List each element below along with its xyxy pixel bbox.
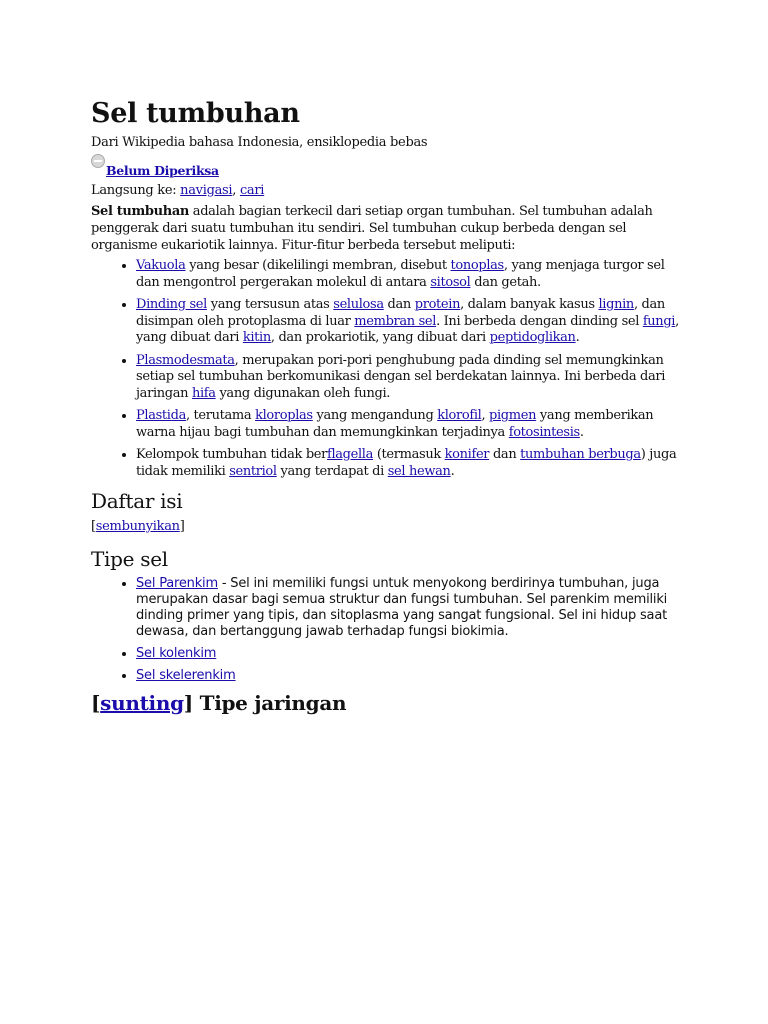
cell-type-item <box>136 576 691 640</box>
wiki-link[interactable]: Sel kolenkim <box>136 646 217 661</box>
cell-type-item <box>136 668 691 684</box>
edit-bracket-open: [ <box>91 691 101 715</box>
wiki-link[interactable]: sitosol <box>430 274 471 290</box>
text: Kelompok tumbuhan tidak ber <box>136 447 328 462</box>
jump-search-link[interactable]: cari <box>239 183 265 198</box>
text: . <box>450 463 455 479</box>
text: yang digunakan oleh fungi. <box>215 385 391 401</box>
wiki-link[interactable]: Sel skelerenkim <box>136 668 236 683</box>
text: ) juga tidak memiliki <box>136 447 677 479</box>
text: . <box>579 424 584 440</box>
wiki-link[interactable]: kitin <box>242 330 271 345</box>
text: , yang menjaga turgor sel dan mengontrol pergerakan molekul di antara <box>136 258 665 290</box>
feature-item <box>136 297 691 347</box>
wiki-link[interactable]: klorofil <box>437 408 482 423</box>
wiki-link[interactable]: fotosintesis <box>508 424 580 440</box>
text: yang tersusun atas <box>206 297 334 312</box>
wiki-link[interactable]: Vakuola <box>136 258 186 273</box>
jump-separator: , <box>232 183 240 198</box>
site-tagline: Dari Wikipedia bahasa Indonesia, ensiklopedia bebas <box>91 135 428 150</box>
cell-type-list <box>91 576 691 684</box>
toc-bracket-open: [ <box>91 519 96 534</box>
text: dan <box>489 447 521 462</box>
wiki-link[interactable]: sentriol <box>229 463 277 479</box>
wiki-link[interactable]: peptidoglikan <box>489 330 576 345</box>
section-title: Tipe jaringan <box>192 691 347 715</box>
text: , dan disimpan oleh protoplasma di luar <box>136 297 665 329</box>
intro-paragraph <box>91 203 691 254</box>
text: yang memberikan warna hijau bagi tumbuhan dan memungkinkan terjadinya <box>136 408 654 440</box>
wiki-link[interactable]: membran sel <box>354 313 437 329</box>
wiki-link[interactable]: hifa <box>191 385 216 401</box>
wiki-link[interactable]: Plastida <box>136 408 186 423</box>
wiki-link[interactable]: sel hewan <box>387 463 451 479</box>
text: , <box>481 408 490 423</box>
jump-navigation-link[interactable]: navigasi <box>180 183 233 198</box>
review-flag <box>91 152 691 182</box>
feature-item <box>136 258 691 291</box>
text: - Sel ini memiliki fungsi untuk menyokong berdirinya tumbuhan, juga merupakan dasar bagi semua struktur dan fungsi tumbuhan. Sel parenkim memiliki dinding primer yang tipis, dan sitoplasma yang sangat fungsional. Sel ini hidup saat dewasa, dan bertanggung jawab terhadap fungsi biokimia. <box>136 576 668 639</box>
edit-section-link[interactable]: sunting <box>100 691 184 715</box>
page-title: Sel tumbuhan <box>91 98 300 129</box>
unreviewed-icon <box>91 154 105 168</box>
wiki-link[interactable]: fungi <box>642 313 676 329</box>
text: yang terdapat di <box>276 463 388 479</box>
toc-bracket-close: ] <box>179 519 185 534</box>
text: . <box>575 330 580 345</box>
text: dan getah. <box>470 274 541 290</box>
text: yang mengandung <box>312 408 438 423</box>
wiki-link[interactable]: lignin <box>598 297 634 312</box>
wiki-link[interactable]: tumbuhan berbuga <box>520 447 641 462</box>
text: , merupakan pori-pori penghubung pada dinding sel memungkinkan setiap sel tumbuhan berkomunikasi dengan sel berdekatan lainnya. Ini berbeda dari jaringan <box>136 352 666 401</box>
jump-links <box>91 182 691 200</box>
toc-toggle <box>91 518 691 536</box>
wiki-link[interactable]: konifer <box>444 447 490 462</box>
cell-type-item <box>136 646 691 662</box>
review-status-link[interactable]: Belum Diperiksa <box>106 163 219 178</box>
wiki-link[interactable]: protein <box>414 297 461 312</box>
text: (termasuk <box>373 447 445 462</box>
section-heading-tipe-sel: Tipe sel <box>91 547 168 571</box>
features-list <box>91 258 691 480</box>
text: , dalam banyak kasus <box>460 297 599 312</box>
wiki-link[interactable]: selulosa <box>333 297 384 312</box>
intro-text: adalah bagian terkecil dari setiap organ tumbuhan. Sel tumbuhan adalah penggerak dari suatu tumbuhan itu sendiri. Sel tumbuhan cukup berbeda dengan sel organisme eukariotik lainnya. Fitur-fitur berbeda tersebut meliputi: <box>91 204 653 253</box>
text: . Ini berbeda dengan dinding sel <box>436 313 643 329</box>
text: dan <box>383 297 415 312</box>
jump-prefix: Langsung ke: <box>91 183 181 198</box>
text: , dan prokariotik, yang dibuat dari <box>270 330 490 345</box>
wiki-link[interactable]: pigmen <box>489 408 537 423</box>
feature-item <box>136 353 691 403</box>
feature-item <box>136 447 691 480</box>
feature-item <box>136 408 691 441</box>
wiki-link[interactable]: kloroplas <box>255 408 313 423</box>
text: , yang dibuat dari <box>136 313 679 345</box>
text: yang besar (dikelilingi membran, disebut <box>185 258 451 273</box>
wiki-link[interactable]: Plasmodesmata <box>136 352 235 368</box>
wiki-link[interactable]: Dinding sel <box>136 297 207 312</box>
section-heading-tipe-jaringan <box>91 690 691 716</box>
text: , terutama <box>185 408 256 423</box>
toc-hide-link[interactable]: sembunyikan <box>95 519 180 534</box>
edit-bracket-close: ] <box>183 691 193 715</box>
wiki-link[interactable]: flagella <box>327 447 374 462</box>
wiki-link[interactable]: tonoplas <box>450 258 504 273</box>
toc-heading: Daftar isi <box>91 489 183 513</box>
article <box>91 96 691 716</box>
intro-term: Sel tumbuhan <box>91 204 190 219</box>
wiki-link[interactable]: Sel Parenkim <box>136 576 218 591</box>
